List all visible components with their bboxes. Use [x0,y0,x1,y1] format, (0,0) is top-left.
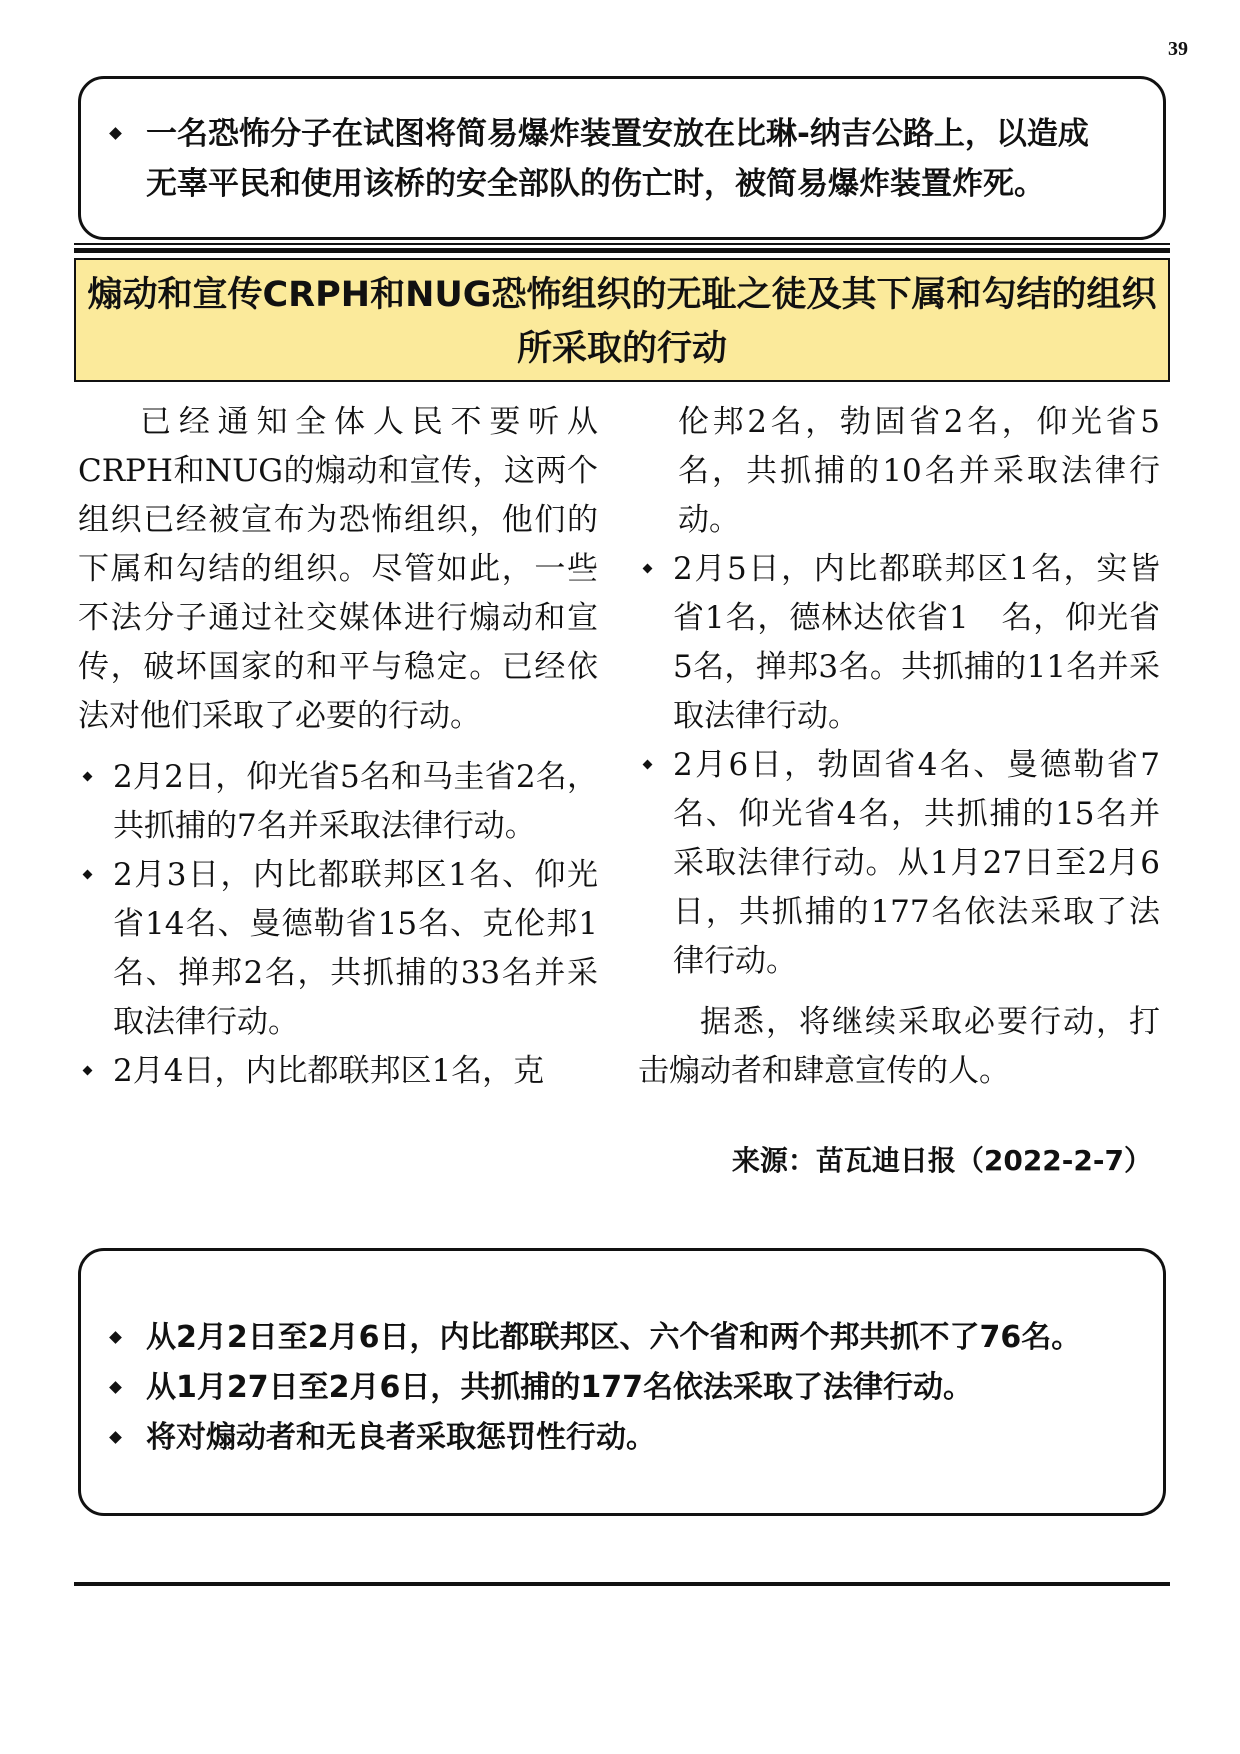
heading-line-2: 所采取的行动 [516,329,727,369]
list-item [638,545,1160,741]
summary-item: 从1月27日至2月6日，共抓捕的177名依法采取了法律行动。 [146,1370,973,1405]
summary-line-1: 一名恐怖分子在试图将简易爆炸装置安放在比琳-纳吉公路上，以造成 [146,116,1089,152]
divider-thin [74,243,1170,245]
summary-box-bottom [78,1248,1166,1516]
right-column [638,398,1160,1185]
intro-paragraph: 已经通知全体人民不要听从CRPH和NUG的煽动和宣传，这两个组织已经被宣布为恐怖组织，他们的下属和勾结的组织。尽管如此，一些不法分子通过社交媒体进行煽动和宣传，破坏国家的和平与稳定。已经依法对他们采取了必要的行动。 [78,404,598,734]
list-item-text: 2月3日，内比都联邦区1名、仰光省14名、曼德勒省15名、克伦邦1名、掸邦2名，共抓捕的33名并采取法律行动。 [113,857,598,1040]
continuation-text: 伦邦2名，勃固省2名，仰光省5名，共抓捕的10名并采取法律行动。 [678,404,1160,538]
list-item-text: 2月4日，内比都联邦区1名，克 [113,1053,545,1089]
closing-paragraph: 据悉，将继续采取必要行动，打击煽动者和肆意宣传的人。 [638,1004,1160,1089]
diamond-bullet-icon [109,1431,122,1444]
summary-box-top [78,76,1166,240]
page-number: 39 [1168,38,1188,60]
left-column [78,398,598,1096]
list-item-text: 2月2日，仰光省5名和马圭省2名，共抓捕的7名并采取法律行动。 [113,759,598,844]
summary-bullet [103,1363,1135,1413]
diamond-bullet-icon [109,127,122,140]
list-item [78,851,598,1047]
list-item-text: 2月6日，勃固省4名、曼德勒省7名、仰光省4名，共抓捕的15名并采取法律行动。从1月27日至2月6日，共抓捕的177名依法采取了法律行动。 [673,747,1160,979]
footer-divider [74,1582,1170,1586]
diamond-bullet-icon [643,760,653,770]
list-item [78,753,598,851]
summary-bullet [103,109,1135,209]
summary-line-2: 无辜平民和使用该桥的安全部队的伤亡时，被简易爆炸装置炸死。 [146,166,1045,202]
diamond-bullet-icon [109,1331,122,1344]
diamond-bullet-icon [109,1381,122,1394]
summary-bullet [103,1413,1135,1463]
section-heading [74,258,1170,382]
divider-thick [74,248,1170,253]
summary-item: 将对煽动者和无良者采取惩罚性行动。 [146,1420,656,1455]
diamond-bullet-icon [83,772,93,782]
source-citation: 来源：苗瓦迪日报（2022-2-7） [731,1144,1152,1177]
summary-bullet [103,1313,1135,1363]
diamond-bullet-icon [83,1066,93,1076]
list-item [78,1047,598,1096]
heading-line-1: 煽动和宣传CRPH和NUG恐怖组织的无耻之徒及其下属和勾结的组织 [87,275,1157,315]
diamond-bullet-icon [643,564,653,574]
list-item-text: 2月5日，内比都联邦区1名，实皆省1名，德林达依省1 名，仰光省5名，掸邦3名。共抓捕的11名并采取法律行动。 [673,551,1160,734]
list-item [638,741,1160,986]
diamond-bullet-icon [83,870,93,880]
summary-item: 从2月2日至2月6日，内比都联邦区、六个省和两个邦共抓不了76名。 [146,1320,1082,1355]
